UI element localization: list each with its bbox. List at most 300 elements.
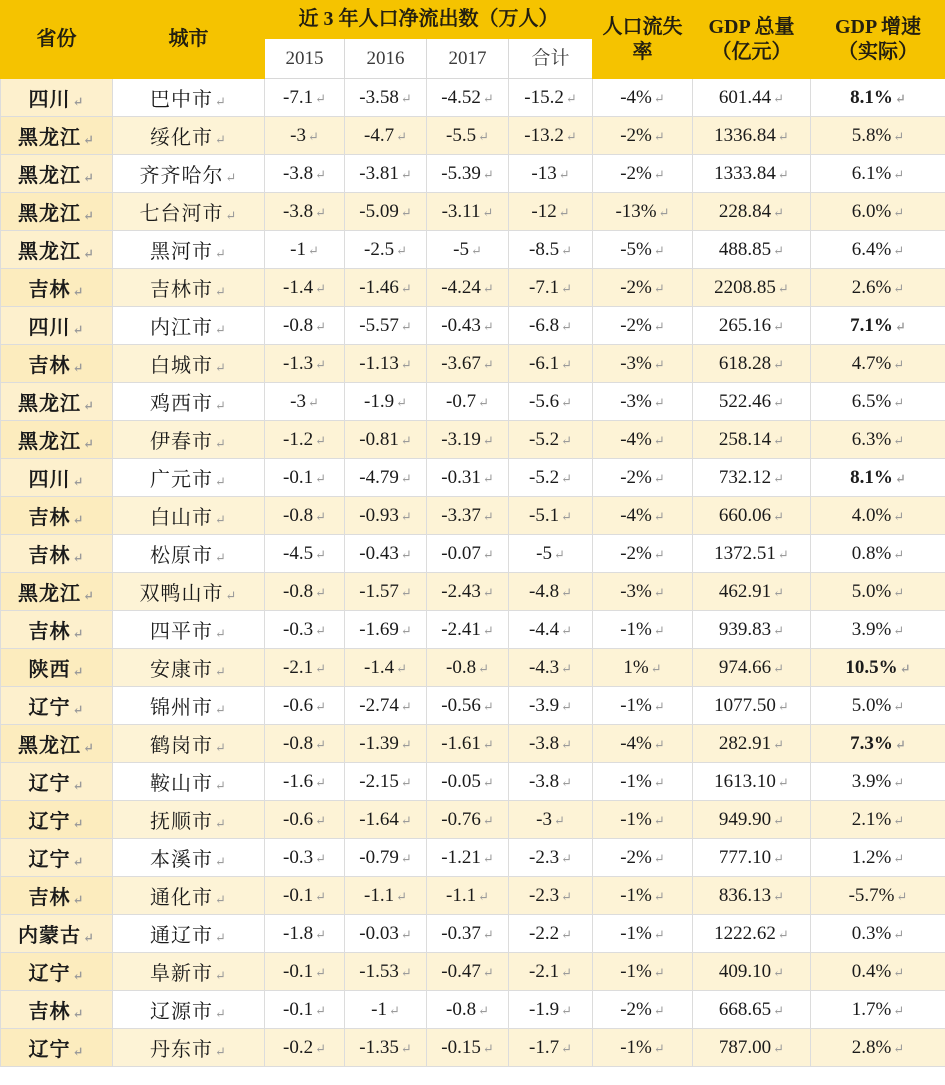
pilcrow-mark-icon: ↵ — [653, 1002, 665, 1018]
pilcrow-mark-icon: ↵ — [773, 622, 785, 638]
pilcrow-mark-icon: ↵ — [215, 778, 227, 793]
cell-total-text: -13 — [531, 162, 557, 184]
cell-province — [1, 383, 113, 421]
cell-total-text: -13.2 — [524, 124, 564, 146]
cell-gdp-growth — [811, 117, 945, 155]
cell-loss-rate-text: -4% — [620, 428, 652, 450]
pilcrow-mark-icon: ↵ — [307, 128, 319, 144]
pilcrow-mark-icon: ↵ — [315, 546, 326, 562]
cell-loss-rate-text: -2% — [620, 998, 652, 1020]
pilcrow-mark-icon: ↵ — [215, 246, 227, 261]
pilcrow-mark-icon: ↵ — [561, 470, 572, 486]
cell-province-text: 辽宁 — [28, 963, 71, 985]
pilcrow-mark-icon: ↵ — [482, 736, 494, 752]
cell-total-text: -6.1 — [529, 352, 560, 374]
cell-city — [113, 611, 265, 649]
cell-loss-rate-text: -2% — [620, 542, 652, 564]
pilcrow-mark-icon: ↵ — [658, 204, 670, 220]
cell-gdp-text: 777.10 — [718, 846, 772, 868]
header-year-2016: 2016 — [345, 39, 427, 79]
cell-gdp-growth — [811, 991, 945, 1029]
pilcrow-mark-icon: ↵ — [653, 166, 665, 182]
cell-2015-text: -0.1 — [283, 960, 314, 982]
pilcrow-mark-icon: ↵ — [482, 774, 494, 790]
cell-gdp — [693, 839, 811, 877]
header-gdp-growth: GDP 增速（实际） — [811, 1, 945, 79]
cell-2015 — [265, 725, 345, 763]
cell-2017 — [427, 307, 509, 345]
cell-city-text: 四平市 — [150, 621, 214, 643]
cell-province-text: 辽宁 — [28, 697, 71, 719]
pilcrow-mark-icon: ↵ — [893, 1040, 905, 1056]
cell-loss-rate — [593, 877, 693, 915]
cell-total — [509, 611, 593, 649]
pilcrow-mark-icon: ↵ — [307, 242, 319, 258]
cell-province-text: 吉林 — [28, 621, 71, 643]
cell-2016-text: -5.57 — [359, 314, 399, 336]
pilcrow-mark-icon: ↵ — [400, 926, 412, 942]
cell-2015 — [265, 763, 345, 801]
pilcrow-mark-icon: ↵ — [400, 736, 412, 752]
cell-total-text: -5.2 — [529, 428, 560, 450]
pilcrow-mark-icon: ↵ — [893, 812, 905, 828]
cell-province — [1, 915, 113, 953]
cell-city-text: 辽源市 — [150, 1001, 214, 1023]
cell-total — [509, 953, 593, 991]
pilcrow-mark-icon: ↵ — [653, 888, 665, 904]
table-row — [1, 459, 945, 497]
cell-2017-text: -2.43 — [441, 580, 481, 602]
cell-2016-text: -1.4 — [364, 656, 395, 678]
cell-gdp — [693, 877, 811, 915]
cell-gdp-text: 265.16 — [718, 314, 772, 336]
pilcrow-mark-icon: ↵ — [400, 280, 412, 296]
cell-province-text: 吉林 — [28, 507, 71, 529]
pilcrow-mark-icon: ↵ — [83, 740, 95, 755]
cell-2015 — [265, 79, 345, 117]
cell-loss-rate — [593, 535, 693, 573]
cell-2017-text: -3.11 — [441, 200, 481, 222]
pilcrow-mark-icon: ↵ — [561, 736, 572, 752]
pilcrow-mark-icon: ↵ — [561, 926, 572, 942]
pilcrow-mark-icon: ↵ — [482, 698, 494, 714]
cell-province — [1, 155, 113, 193]
cell-gdp-growth-text: 1.7% — [851, 998, 892, 1020]
header-gdp-total: GDP 总量（亿元） — [693, 1, 811, 79]
table-row — [1, 877, 945, 915]
cell-gdp-growth — [811, 877, 945, 915]
cell-2017-text: -0.8 — [446, 656, 477, 678]
pilcrow-mark-icon: ↵ — [72, 664, 85, 679]
cell-2015-text: -3.8 — [283, 200, 314, 222]
cell-2016-text: -4.79 — [359, 466, 399, 488]
cell-city-text: 锦州市 — [150, 697, 214, 719]
cell-gdp-growth-text: 5.8% — [851, 124, 892, 146]
cell-gdp-growth — [811, 307, 945, 345]
cell-city — [113, 573, 265, 611]
cell-gdp-text: 949.90 — [718, 808, 772, 830]
cell-gdp-growth — [811, 953, 945, 991]
cell-2015-text: -0.8 — [283, 580, 314, 602]
cell-2015 — [265, 383, 345, 421]
cell-2017 — [427, 269, 509, 307]
cell-city — [113, 839, 265, 877]
cell-gdp-growth-text: 4.0% — [851, 504, 892, 526]
cell-province-text: 辽宁 — [28, 773, 71, 795]
cell-2015 — [265, 839, 345, 877]
cell-total-text: -4.8 — [529, 580, 560, 602]
cell-total — [509, 687, 593, 725]
cell-2015-text: -0.8 — [283, 504, 314, 526]
header-year-2017: 2017 — [427, 39, 509, 79]
cell-gdp — [693, 953, 811, 991]
pilcrow-mark-icon: ↵ — [777, 128, 789, 144]
cell-2015 — [265, 421, 345, 459]
cell-2016 — [345, 725, 427, 763]
cell-2016 — [345, 117, 427, 155]
cell-city-text: 黑河市 — [150, 241, 214, 263]
cell-total — [509, 383, 593, 421]
cell-2016 — [345, 497, 427, 535]
pilcrow-mark-icon: ↵ — [561, 584, 572, 600]
cell-loss-rate-text: -4% — [620, 732, 652, 754]
header-city: 城市 — [113, 1, 265, 79]
cell-city — [113, 687, 265, 725]
pilcrow-mark-icon: ↵ — [561, 356, 572, 372]
cell-total — [509, 801, 593, 839]
cell-total-text: -5.2 — [529, 466, 560, 488]
pilcrow-mark-icon: ↵ — [215, 626, 227, 641]
cell-gdp-text: 1222.62 — [714, 922, 776, 944]
cell-2017 — [427, 421, 509, 459]
cell-2017-text: -0.76 — [441, 808, 481, 830]
pilcrow-mark-icon: ↵ — [653, 926, 665, 942]
pilcrow-mark-icon: ↵ — [773, 1002, 785, 1018]
cell-2017 — [427, 459, 509, 497]
cell-gdp-growth-text: 3.9% — [851, 770, 892, 792]
cell-gdp — [693, 649, 811, 687]
cell-2017-text: -4.52 — [441, 86, 481, 108]
cell-2017-text: -3.67 — [441, 352, 481, 374]
pilcrow-mark-icon: ↵ — [215, 474, 227, 489]
pilcrow-mark-icon: ↵ — [315, 318, 326, 334]
cell-gdp-text: 258.14 — [718, 428, 772, 450]
pilcrow-mark-icon: ↵ — [553, 546, 565, 562]
cell-total-text: -3.9 — [529, 694, 560, 716]
pilcrow-mark-icon: ↵ — [400, 850, 412, 866]
pilcrow-mark-icon: ↵ — [650, 660, 662, 676]
cell-loss-rate — [593, 421, 693, 459]
pilcrow-mark-icon: ↵ — [893, 698, 905, 714]
cell-gdp-text: 1333.84 — [714, 162, 776, 184]
cell-loss-rate — [593, 155, 693, 193]
cell-loss-rate — [593, 383, 693, 421]
cell-total-text: -1.7 — [529, 1036, 560, 1058]
cell-gdp — [693, 687, 811, 725]
cell-gdp-growth-text: 0.4% — [851, 960, 892, 982]
pilcrow-mark-icon: ↵ — [893, 508, 905, 524]
pilcrow-mark-icon: ↵ — [773, 242, 785, 258]
cell-gdp-text: 1372.51 — [714, 542, 776, 564]
cell-gdp — [693, 383, 811, 421]
cell-2015-text: -3.8 — [283, 162, 314, 184]
pilcrow-mark-icon: ↵ — [72, 1006, 85, 1021]
cell-gdp-growth-text: 2.8% — [851, 1036, 892, 1058]
cell-total — [509, 193, 593, 231]
cell-2016 — [345, 383, 427, 421]
pilcrow-mark-icon: ↵ — [72, 94, 85, 109]
pilcrow-mark-icon: ↵ — [315, 204, 326, 220]
cell-gdp-text: 974.66 — [718, 656, 772, 678]
cell-2017-text: -5.39 — [441, 162, 481, 184]
cell-city — [113, 725, 265, 763]
table-row — [1, 573, 945, 611]
pilcrow-mark-icon: ↵ — [893, 280, 905, 296]
cell-2016 — [345, 801, 427, 839]
cell-province — [1, 611, 113, 649]
cell-loss-rate-text: 1% — [623, 656, 649, 678]
cell-2017 — [427, 155, 509, 193]
pilcrow-mark-icon: ↵ — [478, 394, 489, 410]
cell-2017 — [427, 839, 509, 877]
pilcrow-mark-icon: ↵ — [653, 470, 665, 486]
pilcrow-mark-icon: ↵ — [400, 432, 412, 448]
cell-2017 — [427, 725, 509, 763]
pilcrow-mark-icon: ↵ — [315, 812, 326, 828]
pilcrow-mark-icon: ↵ — [777, 926, 789, 942]
pilcrow-mark-icon: ↵ — [773, 1040, 785, 1056]
cell-gdp-growth-text: 7.3% — [850, 732, 893, 754]
pilcrow-mark-icon: ↵ — [894, 318, 906, 334]
pilcrow-mark-icon: ↵ — [72, 512, 85, 527]
pilcrow-mark-icon: ↵ — [215, 664, 227, 679]
cell-2015-text: -0.6 — [283, 808, 314, 830]
cell-province-text: 吉林 — [28, 279, 71, 301]
cell-2016 — [345, 269, 427, 307]
pilcrow-mark-icon: ↵ — [561, 1040, 572, 1056]
pilcrow-mark-icon: ↵ — [653, 318, 665, 334]
cell-2015 — [265, 611, 345, 649]
cell-city — [113, 763, 265, 801]
cell-gdp-growth — [811, 497, 945, 535]
table-header — [1, 1, 945, 79]
cell-gdp-growth-text: 2.6% — [851, 276, 892, 298]
pilcrow-mark-icon: ↵ — [653, 850, 665, 866]
cell-province-text: 黑龙江 — [18, 393, 82, 415]
cell-2017-text: -4.24 — [441, 276, 481, 298]
pilcrow-mark-icon: ↵ — [773, 812, 785, 828]
cell-gdp — [693, 79, 811, 117]
cell-2016 — [345, 1029, 427, 1067]
pilcrow-mark-icon: ↵ — [894, 736, 906, 752]
cell-2017 — [427, 687, 509, 725]
pilcrow-mark-icon: ↵ — [773, 584, 785, 600]
pilcrow-mark-icon: ↵ — [215, 284, 227, 299]
cell-loss-rate-text: -2% — [620, 162, 652, 184]
cell-2017 — [427, 915, 509, 953]
pilcrow-mark-icon: ↵ — [72, 1044, 85, 1059]
cell-gdp-growth-text: 5.0% — [851, 694, 892, 716]
cell-gdp — [693, 117, 811, 155]
pilcrow-mark-icon: ↵ — [315, 470, 326, 486]
pilcrow-mark-icon: ↵ — [899, 660, 911, 676]
pilcrow-mark-icon: ↵ — [653, 356, 665, 372]
pilcrow-mark-icon: ↵ — [773, 508, 785, 524]
pilcrow-mark-icon: ↵ — [482, 204, 494, 220]
cell-loss-rate — [593, 953, 693, 991]
cell-city-text: 绥化市 — [150, 127, 214, 149]
cell-loss-rate-text: -2% — [620, 124, 652, 146]
pilcrow-mark-icon: ↵ — [653, 774, 665, 790]
pilcrow-mark-icon: ↵ — [482, 318, 494, 334]
cell-2017-text: -0.31 — [441, 466, 481, 488]
cell-2016 — [345, 649, 427, 687]
pilcrow-mark-icon: ↵ — [478, 128, 489, 144]
pilcrow-mark-icon: ↵ — [315, 698, 326, 714]
header-year-2015: 2015 — [265, 39, 345, 79]
pilcrow-mark-icon: ↵ — [561, 1002, 572, 1018]
cell-2015-text: -0.8 — [283, 314, 314, 336]
cell-province-text: 黑龙江 — [18, 127, 82, 149]
cell-province — [1, 79, 113, 117]
pilcrow-mark-icon: ↵ — [215, 968, 227, 983]
cell-2016-text: -1.35 — [359, 1036, 399, 1058]
cell-2016 — [345, 611, 427, 649]
pilcrow-mark-icon: ↵ — [215, 436, 227, 451]
cell-city — [113, 383, 265, 421]
cell-total-text: -2.2 — [529, 922, 560, 944]
pilcrow-mark-icon: ↵ — [777, 546, 789, 562]
cell-total-text: -7.1 — [529, 276, 560, 298]
pilcrow-mark-icon: ↵ — [83, 208, 95, 223]
cell-city-text: 通化市 — [150, 887, 214, 909]
cell-2016-text: -4.7 — [364, 124, 395, 146]
table-row — [1, 383, 945, 421]
cell-gdp-growth-text: 6.4% — [851, 238, 892, 260]
cell-2015-text: -3 — [290, 390, 306, 412]
pilcrow-mark-icon: ↵ — [558, 166, 570, 182]
cell-loss-rate-text: -3% — [620, 390, 652, 412]
cell-loss-rate-text: -1% — [620, 694, 652, 716]
cell-gdp-growth — [811, 535, 945, 573]
cell-loss-rate — [593, 687, 693, 725]
pilcrow-mark-icon: ↵ — [893, 166, 905, 182]
cell-2016-text: -1.64 — [359, 808, 399, 830]
pilcrow-mark-icon: ↵ — [893, 432, 905, 448]
pilcrow-mark-icon: ↵ — [470, 242, 482, 258]
cell-province — [1, 421, 113, 459]
pilcrow-mark-icon: ↵ — [893, 926, 905, 942]
pilcrow-mark-icon: ↵ — [72, 854, 85, 869]
cell-2015 — [265, 915, 345, 953]
pilcrow-mark-icon: ↵ — [561, 242, 572, 258]
cell-city-text: 本溪市 — [150, 849, 214, 871]
cell-gdp — [693, 1029, 811, 1067]
table-row — [1, 155, 945, 193]
cell-2015 — [265, 307, 345, 345]
table-row — [1, 991, 945, 1029]
cell-province — [1, 1029, 113, 1067]
pilcrow-mark-icon: ↵ — [315, 280, 326, 296]
pilcrow-mark-icon: ↵ — [561, 964, 572, 980]
pilcrow-mark-icon: ↵ — [400, 1040, 412, 1056]
cell-gdp-growth — [811, 649, 945, 687]
cell-gdp-text: 488.85 — [718, 238, 772, 260]
pilcrow-mark-icon: ↵ — [315, 1040, 326, 1056]
pilcrow-mark-icon: ↵ — [400, 698, 412, 714]
pilcrow-mark-icon: ↵ — [315, 850, 326, 866]
cell-gdp-growth-text: 3.9% — [851, 618, 892, 640]
cell-province — [1, 763, 113, 801]
pilcrow-mark-icon: ↵ — [72, 968, 85, 983]
pilcrow-mark-icon: ↵ — [653, 698, 665, 714]
cell-loss-rate — [593, 649, 693, 687]
cell-2016-text: -1.69 — [359, 618, 399, 640]
pilcrow-mark-icon: ↵ — [773, 204, 785, 220]
pilcrow-mark-icon: ↵ — [561, 508, 572, 524]
cell-province-text: 黑龙江 — [18, 735, 82, 757]
cell-loss-rate — [593, 573, 693, 611]
pilcrow-mark-icon: ↵ — [773, 736, 785, 752]
cell-2015-text: -2.1 — [283, 656, 314, 678]
cell-province — [1, 725, 113, 763]
cell-2017 — [427, 1029, 509, 1067]
cell-2015-text: -0.1 — [283, 884, 314, 906]
header-loss-rate: 人口流失率 — [593, 1, 693, 79]
pilcrow-mark-icon: ↵ — [225, 588, 238, 603]
table-body — [1, 79, 945, 1067]
cell-2016 — [345, 155, 427, 193]
cell-loss-rate — [593, 79, 693, 117]
table-row — [1, 193, 945, 231]
pilcrow-mark-icon: ↵ — [777, 698, 789, 714]
cell-2016 — [345, 763, 427, 801]
pilcrow-mark-icon: ↵ — [653, 128, 665, 144]
cell-city — [113, 231, 265, 269]
cell-city-text: 松原市 — [150, 545, 214, 567]
pilcrow-mark-icon: ↵ — [215, 132, 227, 147]
pilcrow-mark-icon: ↵ — [315, 622, 326, 638]
cell-province-text: 吉林 — [28, 1001, 71, 1023]
cell-city-text: 鞍山市 — [150, 773, 214, 795]
pilcrow-mark-icon: ↵ — [215, 1006, 227, 1021]
cell-2016-text: -1.53 — [359, 960, 399, 982]
cell-2015 — [265, 877, 345, 915]
cell-gdp-growth-text: 6.0% — [851, 200, 892, 222]
pilcrow-mark-icon: ↵ — [400, 584, 412, 600]
cell-gdp-growth-text: 6.3% — [851, 428, 892, 450]
pilcrow-mark-icon: ↵ — [72, 284, 85, 299]
cell-gdp-text: 409.10 — [718, 960, 772, 982]
cell-city — [113, 535, 265, 573]
pilcrow-mark-icon: ↵ — [315, 584, 326, 600]
table-row — [1, 79, 945, 117]
cell-gdp-growth — [811, 801, 945, 839]
cell-city-text: 丹东市 — [150, 1039, 214, 1061]
cell-gdp-growth — [811, 421, 945, 459]
cell-2015 — [265, 953, 345, 991]
cell-2017-text: -0.07 — [441, 542, 481, 564]
cell-2016 — [345, 231, 427, 269]
cell-2015-text: -0.1 — [283, 998, 314, 1020]
header-net-outflow-group: 近 3 年人口净流出数（万人） — [265, 1, 593, 39]
pilcrow-mark-icon: ↵ — [894, 470, 906, 486]
cell-2015-text: -0.2 — [283, 1036, 314, 1058]
cell-2017-text: -0.05 — [441, 770, 481, 792]
cell-province — [1, 991, 113, 1029]
cell-gdp — [693, 991, 811, 1029]
pilcrow-mark-icon: ↵ — [561, 432, 572, 448]
